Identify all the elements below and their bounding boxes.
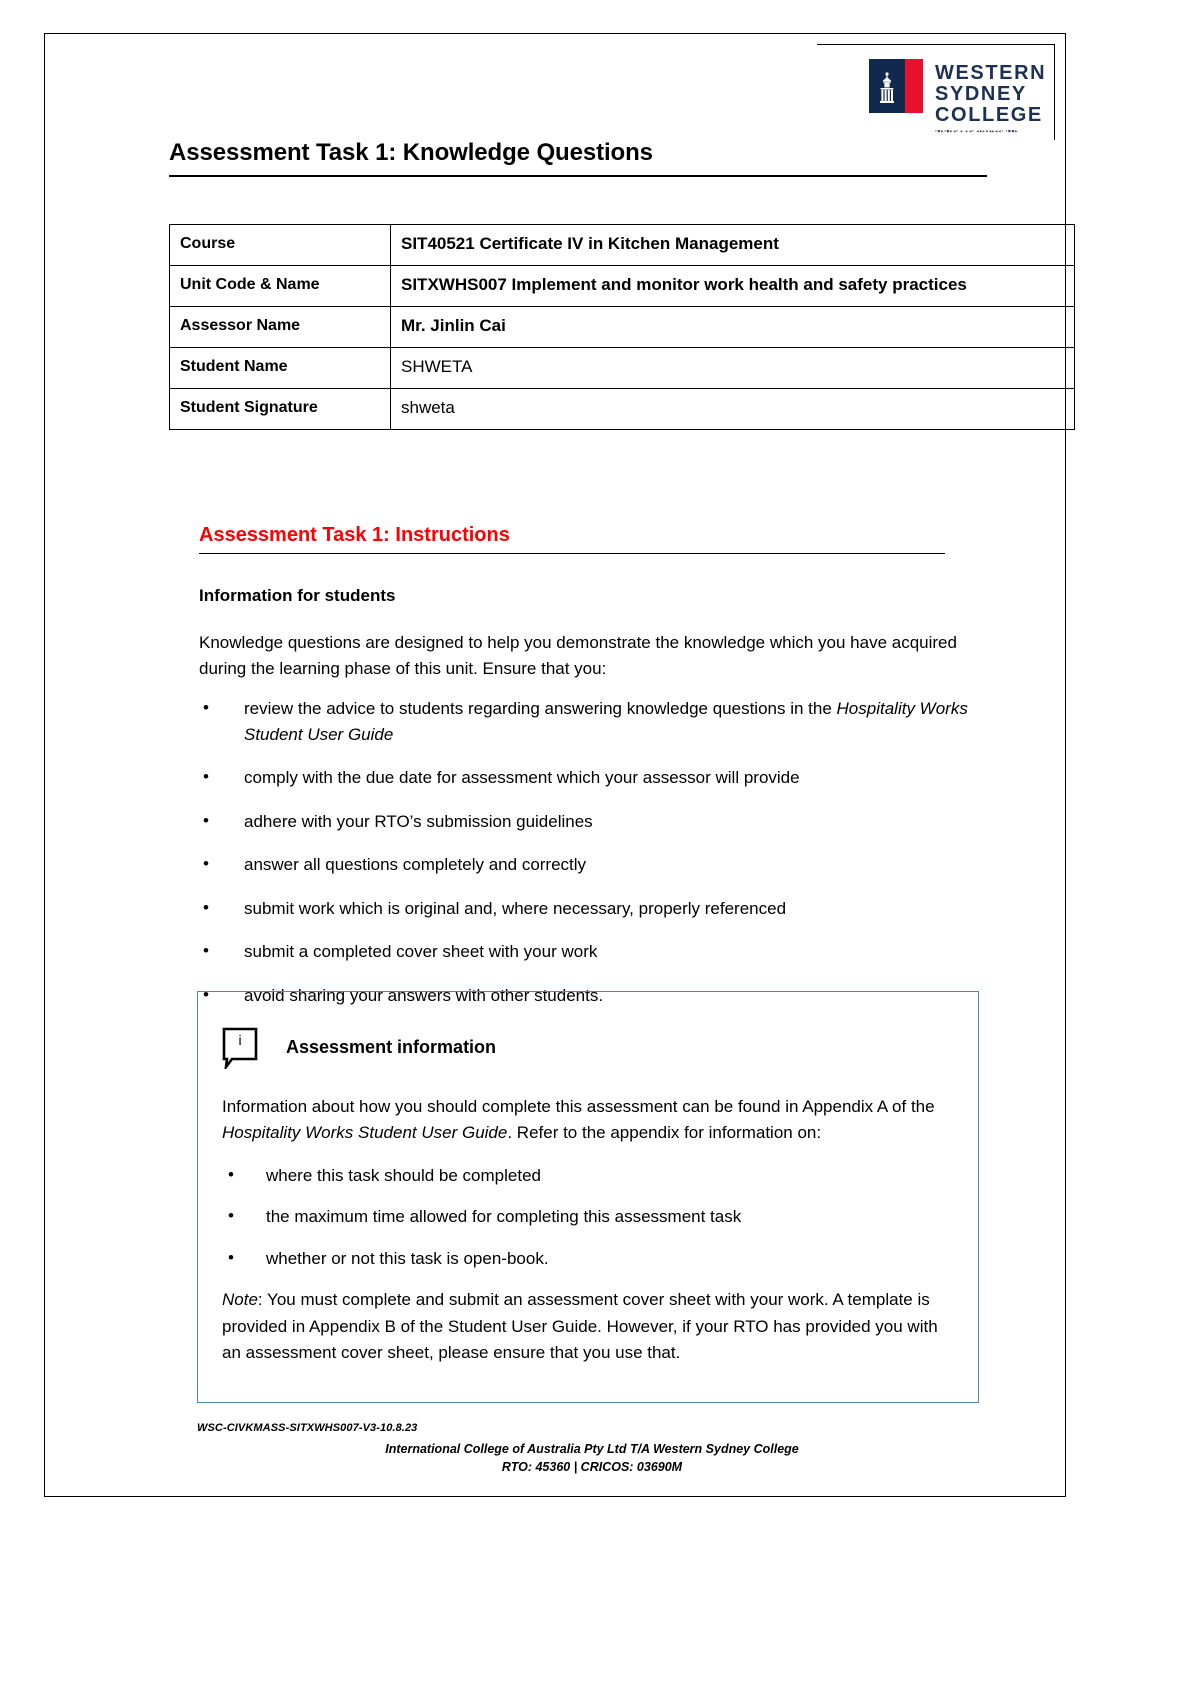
list-item: • where this task should be completed [222, 1163, 954, 1189]
row-label-course: Course [170, 225, 391, 266]
row-value-course: SIT40521 Certificate IV in Kitchen Management [391, 225, 1075, 266]
college-logo [869, 59, 1046, 135]
row-value-unit: SITXWHS007 Implement and monitor work health and safety practices [391, 265, 1075, 306]
info-speech-bubble-icon [222, 1027, 260, 1067]
list-item [199, 765, 989, 791]
row-label-signature: Student Signature [170, 388, 391, 429]
note-text: : You must complete and submit an assessment cover sheet with your work. A template is provided in Appendix B of the Student User Guide. However, if your RTO has provided you with an assessment cover sheet, please ensure that you use that. [222, 1290, 938, 1362]
footer-document-code: WSC-CIVKMASS-SITXWHS007-V3-10.8.23 [197, 1422, 418, 1434]
row-label-unit: Unit Code & Name [170, 265, 391, 306]
list-item [199, 896, 989, 922]
table-row [170, 347, 1075, 388]
list-item [199, 809, 989, 835]
bullet-text: adhere with your RTO’s submission guidelines [244, 811, 593, 831]
bullet-text: review the advice to students regarding answering knowledge questions in the [244, 699, 837, 718]
info-box-bullet-list [222, 1163, 954, 1272]
page-title: Assessment Task 1: Knowledge Questions [169, 139, 987, 177]
table-row [170, 306, 1075, 347]
info-box-title: Assessment information [286, 1036, 497, 1057]
page-content [169, 34, 1047, 1496]
footer-rto-cricos: RTO: 45360 | CRICOS: 03690M [501, 1460, 683, 1474]
assessment-information-box [197, 991, 979, 1403]
bullet-text: avoid sharing your answers with other students. [244, 985, 604, 1005]
logo-line-1: WESTERN SYDNEY [935, 62, 1047, 105]
logo-red-panel [905, 59, 923, 113]
footer-organisation: International College of Australia Pty Ltd T/A Western Sydney College [385, 1442, 799, 1456]
info-para-before: Information about how you should complete this assessment can be found in Appendix A of the [222, 1097, 935, 1116]
logo-line-2: COLLEGE [935, 104, 1043, 126]
info-box-header [222, 1014, 954, 1080]
bullet-text: comply with the due date for assessment which your assessor will provide [244, 768, 800, 787]
info-icon [222, 1027, 260, 1069]
information-for-students-heading: Information for students [199, 586, 396, 605]
logo-mark-icon [869, 59, 923, 113]
table-row [170, 388, 1075, 429]
table-row [170, 265, 1075, 306]
svg-text:i: i [238, 1032, 242, 1048]
row-label-assessor: Assessor Name [170, 306, 391, 347]
info-box-paragraph [222, 1094, 954, 1147]
logo-wordmark [935, 59, 1046, 135]
table-row [170, 225, 1075, 266]
bullet-italic-title: Hospitality Works Student User Guide [244, 699, 968, 744]
assessment-details-table [169, 224, 1075, 430]
bullet-text: submit work which is original and, where necessary, properly referenced [244, 898, 787, 918]
instructions-heading: Assessment Task 1: Instructions [199, 524, 945, 554]
row-value-signature: shweta [391, 388, 1075, 429]
instructions-bullet-list [199, 696, 989, 1026]
info-para-italic-title: Hospitality Works Student User Guide [222, 1123, 508, 1143]
list-item [199, 939, 989, 965]
row-value-student: SHWETA [391, 347, 1075, 388]
list-item: • the maximum time allowed for completing this assessment task [222, 1204, 954, 1230]
list-item: • whether or not this task is open-book. [222, 1246, 954, 1272]
logo-navy-panel [869, 59, 905, 113]
document-page [44, 33, 1066, 1497]
crop-mark-right [1054, 44, 1055, 140]
note-label: Note [222, 1290, 258, 1310]
info-box-note [222, 1287, 954, 1366]
instructions-intro-paragraph: Knowledge questions are designed to help you demonstrate the knowledge which you have acquired during the learning phase of this unit. Ensure that you: [199, 633, 957, 679]
logo-subtext: •■▸•■▸◂• ▸ ▸◂• ◂♦▸♦◂▸◂◂• •■■▸ [935, 129, 1019, 135]
row-value-assessor: Mr. Jinlin Cai [391, 306, 1075, 347]
bullet-text: submit a completed cover sheet with your work [244, 942, 598, 961]
list-item [199, 852, 989, 878]
row-label-student: Student Name [170, 347, 391, 388]
info-para-after: . Refer to the appendix for information on: [507, 1123, 822, 1143]
tower-icon [876, 71, 898, 105]
bullet-text: answer all questions completely and correctly [244, 855, 587, 874]
page-footer [197, 1422, 987, 1474]
list-item [199, 696, 989, 747]
